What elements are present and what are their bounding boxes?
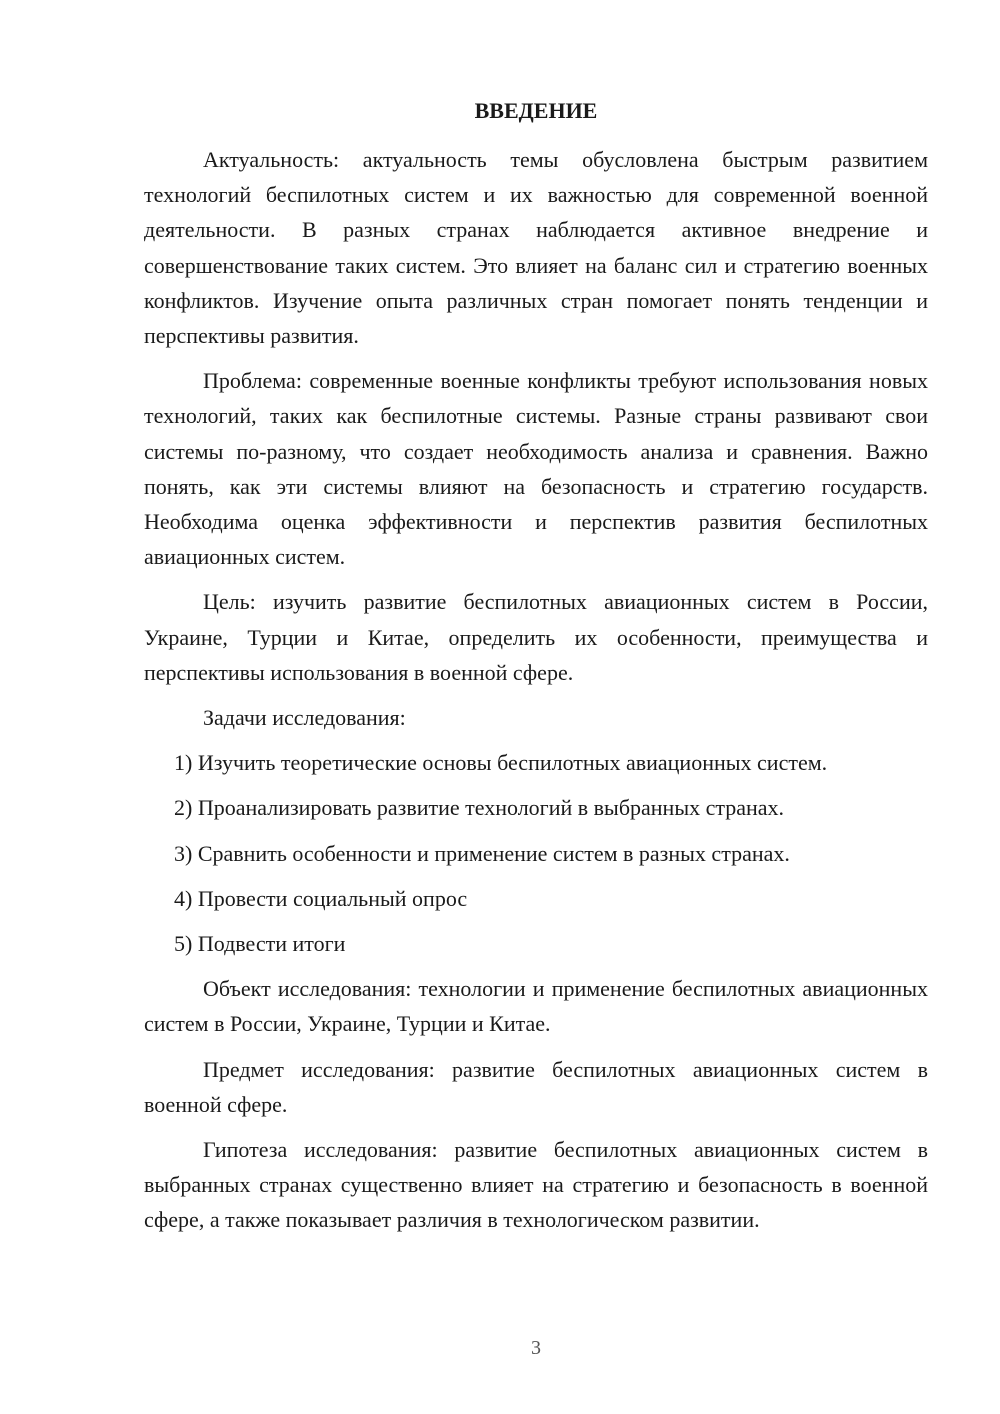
paragraph-relevance: Актуальность: актуальность темы обусловлена быстрым развитием технологий беспилотных систем и их важностью для современной военной деятельности. В разных странах наблюдается активное внедрение и совершенствование таких систем. Это влияет на баланс сил и стратегию военных конфликтов. Изучение опыта различных стран помогает понять тенденции и перспективы развития. (144, 147, 928, 349)
paragraph-goal: Цель: изучить развитие беспилотных авиационных систем в России, Украине, Турции и Китае, определить их особенности, преимущества и перспективы использования в военной сфере. (144, 589, 928, 685)
list-item: 4) Провести социальный опрос (174, 885, 468, 911)
list-item: 2) Проанализировать развитие технологий в выбранных странах. (174, 795, 785, 821)
tasks-heading: Задачи исследования: (203, 705, 406, 731)
list-item: 3) Сравнить особенности и применение систем в разных странах. (174, 840, 790, 866)
paragraph-subject: Предмет исследования: развитие беспилотных авиационных систем в военной сфере. (144, 1056, 928, 1117)
list-item: 1) Изучить теоретические основы беспилотных авиационных систем. (174, 750, 828, 776)
document-body (144, 142, 928, 1248)
paragraph-hypothesis: Гипотеза исследования: развитие беспилотных авиационных систем в выбранных странах существенно влияет на стратегию и безопасность в военной сфере, а также показывает различия в технологическом развитии. (144, 1137, 928, 1233)
page-title: ВВЕДЕНИЕ (474, 98, 598, 123)
paragraph-object: Объект исследования: технологии и применение беспилотных авиационных систем в России, Украине, Турции и Китае. (144, 976, 928, 1037)
list-item: 5) Подвести итоги (174, 931, 346, 957)
page-number: 3 (531, 1337, 541, 1359)
tasks-list (144, 745, 928, 961)
paragraph-problem: Проблема: современные военные конфликты требуют использования новых технологий, таких как беспилотные системы. Разные страны развивают свои системы по-разному, что создает необходимость анализа и сравнения. Важно понять, как эти системы влияют на безопасность и стратегию государств. Необходима оценка эффективности и перспектив развития беспилотных авиационных систем. (144, 368, 928, 570)
